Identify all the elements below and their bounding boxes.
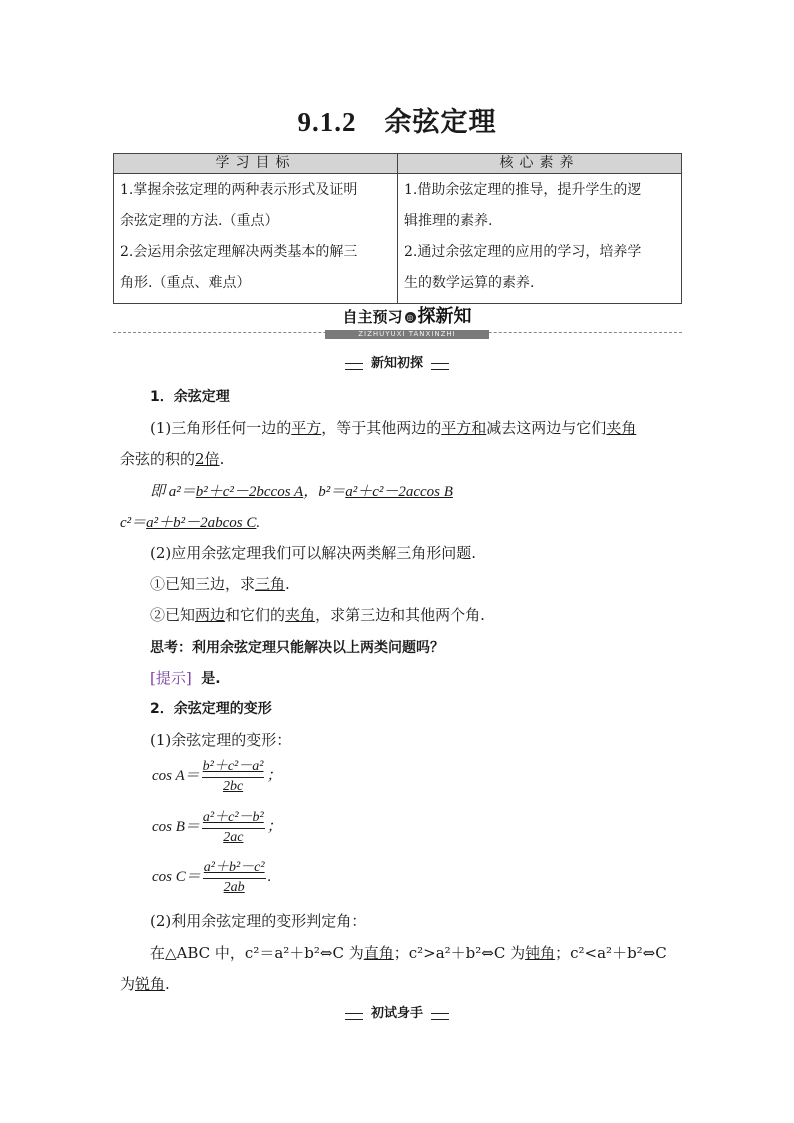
text: 减去这两边与它们: [486, 419, 607, 437]
hint-line: [120, 667, 221, 688]
formula-cosA: [152, 757, 281, 796]
sec1-p2: (2)应用余弦定理我们可以解决两类解三角形问题.: [150, 544, 477, 562]
fraction: [203, 858, 266, 897]
sec2-p1: (1)余弦定理的变形：: [150, 731, 292, 749]
formula-line1: [120, 480, 453, 501]
goals-header: 学习目标: [114, 154, 398, 174]
text: 在△ABC 中，c²＝a²＋b²⇔C 为: [150, 944, 364, 962]
sec1-paragraph-line1: [120, 417, 636, 438]
literacy-header: 核心素养: [398, 154, 682, 174]
literacy-line: 生的数学运算的素养.: [404, 275, 535, 291]
hint-tag: [提示]: [150, 669, 192, 687]
text: .: [165, 975, 170, 993]
formula-text: ；: [266, 818, 282, 835]
text: ②已知: [150, 606, 196, 624]
text: ，求第三边和其他两个角.: [315, 606, 485, 624]
think-question: 思考：利用余弦定理只能解决以上两类问题吗？: [150, 640, 444, 656]
sec2-p2: (2)利用余弦定理的变形判定角：: [150, 912, 367, 930]
section-banner: [0, 306, 794, 338]
formula-text: 即 a²＝: [150, 484, 196, 500]
formula-text: ；: [266, 767, 282, 784]
literacy-line: 辑推理的素养.: [404, 213, 493, 229]
literacy-line: 2.通过余弦定理的应用的学习，培养学: [404, 244, 642, 260]
answer-blank: 2倍: [195, 450, 220, 468]
judge-line2: [120, 973, 170, 994]
tag-label: 初试身手: [363, 1004, 431, 1024]
hint-answer: 是.: [201, 671, 221, 687]
answer-blank: 平方和: [441, 419, 487, 437]
formula-text: c²＝: [120, 515, 147, 531]
section-number: 9.1.2: [297, 107, 357, 137]
literacy-cell: [398, 174, 682, 304]
banner-title: [323, 306, 491, 330]
formula-cosC: [152, 858, 271, 897]
text: 为: [120, 975, 136, 993]
fraction: [202, 808, 265, 847]
goals-line: 余弦定理的方法.（重点）: [120, 213, 279, 229]
goals-line: 1.掌握余弦定理的两种表示形式及证明: [120, 182, 358, 198]
text: ；c²<a²＋b²⇔C: [555, 944, 667, 962]
section-title: 余弦定理: [384, 107, 497, 137]
sec1-item1: [120, 573, 290, 594]
sec1-paragraph-line2: [120, 448, 224, 469]
page-title: [0, 100, 794, 139]
formula-text: ，b²＝: [303, 484, 346, 500]
denominator: 2bc: [222, 779, 244, 794]
sec1-item2: [120, 604, 485, 625]
formula-text: .: [256, 515, 261, 531]
numerator: b²＋c²－a²: [202, 757, 265, 778]
judge-line1: [120, 942, 667, 963]
goals-line: 2.会运用余弦定理解决两类基本的解三: [120, 244, 358, 260]
answer-blank: 直角: [363, 944, 394, 962]
denominator: 2ab: [223, 880, 245, 895]
answer-blank: 两边: [195, 606, 226, 624]
banner-pinyin: ZIZHUYUXI TANXINZHI: [325, 330, 489, 339]
answer-blank: 三角: [255, 575, 286, 593]
answer-blank: 夹角: [606, 419, 637, 437]
answer-blank: 夹角: [285, 606, 316, 624]
text: (1)三角形任何一边的: [150, 419, 292, 437]
tag-new-knowledge: [0, 354, 794, 374]
formula-lhs: cos A＝: [152, 767, 200, 784]
formula-cosB: [152, 808, 282, 847]
tag-label: 新知初探: [363, 354, 431, 374]
literacy-line: 1.借助余弦定理的推导，提升学生的逻: [404, 182, 642, 198]
formula-lhs: cos C＝: [152, 868, 201, 885]
text: .: [285, 575, 290, 593]
formula-text: .: [267, 868, 272, 885]
fraction: [202, 757, 265, 796]
text: .: [219, 450, 225, 468]
answer-blank: 平方: [291, 419, 322, 437]
answer-blank: a²＋c²－2accos B: [345, 484, 453, 500]
tag-try: [0, 1004, 794, 1024]
banner-right-text: 探新知: [417, 306, 472, 327]
banner-circle-icon: ◎: [405, 312, 416, 323]
answer-blank: 锐角: [135, 975, 166, 993]
text: ；c²>a²＋b²⇔C 为: [393, 944, 526, 962]
answer-blank: 钝角: [525, 944, 556, 962]
numerator: a²＋b²－c²: [203, 858, 266, 879]
text: ，等于其他两边的: [321, 419, 442, 437]
goals-cell: [114, 174, 398, 304]
formula-line2: [120, 511, 260, 532]
text: 余弦的积的: [120, 450, 196, 468]
text: 和它们的: [225, 606, 286, 624]
text: ①已知三边，求: [150, 575, 256, 593]
goals-table: [113, 153, 682, 304]
sec1-heading: 1．余弦定理: [150, 389, 230, 405]
sec2-heading: 2．余弦定理的变形: [150, 701, 272, 717]
formula-lhs: cos B＝: [152, 818, 200, 835]
goals-line: 角形.（重点、难点）: [120, 275, 251, 291]
denominator: 2ac: [223, 830, 244, 845]
answer-blank: b²＋c²－2bccos A: [195, 484, 304, 500]
banner-left-text: 自主预习: [342, 308, 403, 326]
numerator: a²＋c²－b²: [202, 808, 265, 829]
answer-blank: a²＋b²－2abcos C: [146, 515, 257, 531]
